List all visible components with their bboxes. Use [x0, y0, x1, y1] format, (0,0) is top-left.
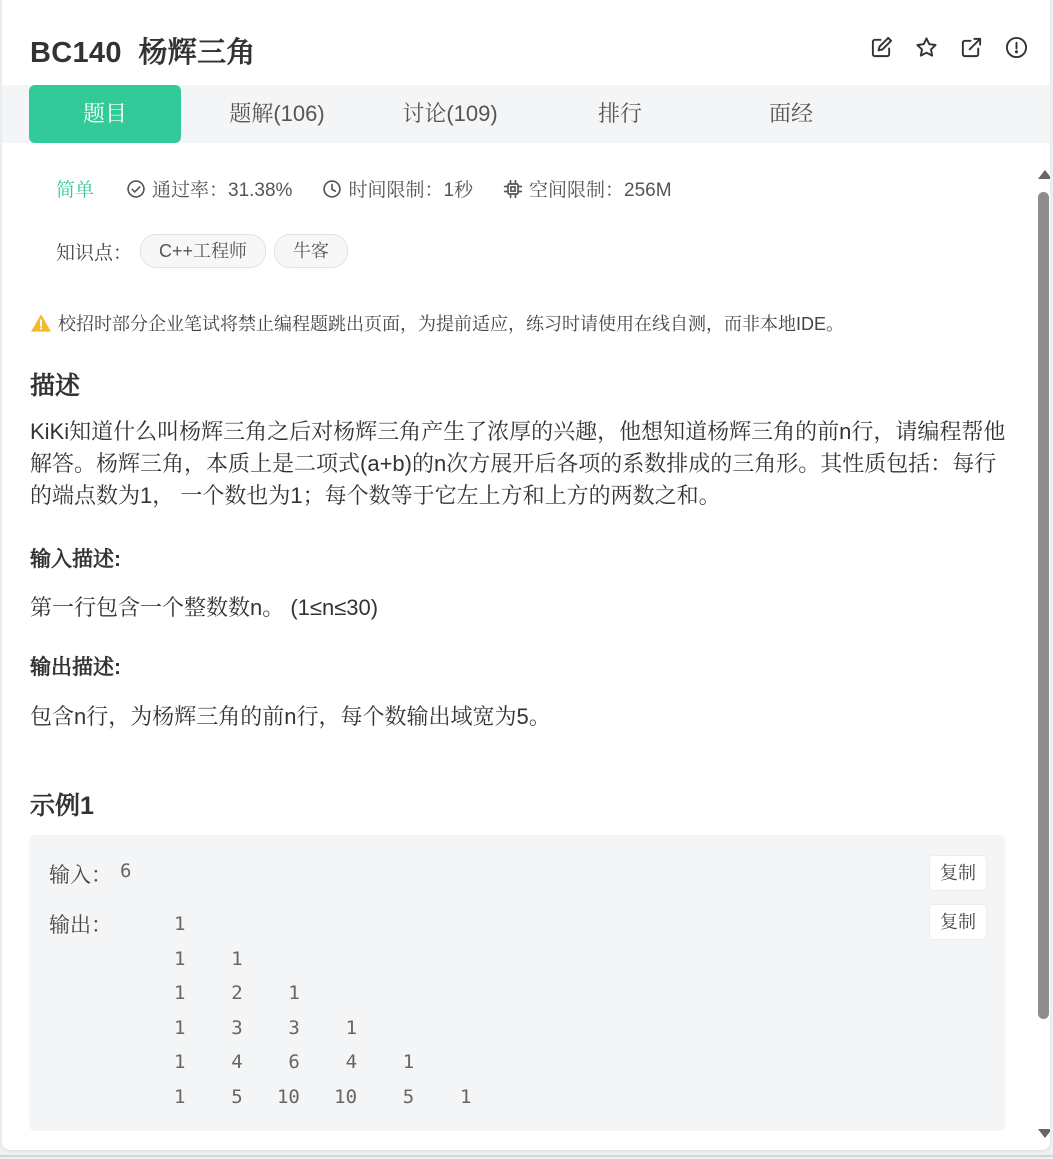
- output-desc-heading: 输出描述:: [30, 656, 121, 679]
- warning-icon: [30, 313, 52, 333]
- example-input-label: 输入：: [49, 864, 112, 887]
- problem-content: [2, 143, 1032, 1150]
- tab-discussion[interactable]: 讨论(109): [402, 101, 498, 126]
- check-circle-icon: [126, 179, 146, 199]
- tab-bar: [2, 85, 1050, 143]
- tag-nowcoder[interactable]: 牛客: [274, 234, 348, 268]
- example-output-label: 输出：: [49, 914, 112, 937]
- scroll-down-arrow-icon[interactable]: [1038, 1129, 1050, 1138]
- scrollbar[interactable]: [1035, 166, 1050, 1146]
- memory-limit: [503, 175, 672, 202]
- problem-meta: [56, 175, 702, 202]
- ide-warning: [30, 310, 844, 336]
- example-output-value: 1 1 1 1 2 1 1 3 3 1 1 4 6 4 1 1 5 10 10 5 1: [174, 913, 472, 1108]
- description-heading: 描述: [30, 372, 81, 400]
- knowledge-label: 知识点：: [56, 242, 133, 264]
- example-input-value: 6: [120, 860, 132, 882]
- header-actions: [870, 36, 1028, 59]
- tab-interview[interactable]: 面经: [768, 101, 813, 126]
- pass-rate: [126, 175, 292, 202]
- tab-problem[interactable]: 题目: [29, 85, 181, 143]
- copy-input-button[interactable]: 复制: [929, 855, 987, 891]
- star-icon[interactable]: [915, 36, 938, 59]
- problem-title: BC140 杨辉三角: [30, 37, 256, 69]
- share-icon[interactable]: [960, 36, 983, 59]
- scroll-thumb[interactable]: [1038, 192, 1049, 1019]
- problem-card: [2, 0, 1050, 1150]
- tab-solutions[interactable]: 题解(106): [229, 101, 325, 126]
- clock-icon: [322, 179, 342, 199]
- chip-icon: [503, 179, 523, 199]
- example-box: [29, 835, 1005, 1131]
- input-desc-heading: 输入描述:: [30, 548, 121, 571]
- difficulty-label: 简单: [56, 180, 95, 201]
- warning-text: 校招时部分企业笔试将禁止编程题跳出页面，为提前适应，练习时请使用在线自测，而非本地IDE。: [58, 314, 845, 334]
- copy-output-button[interactable]: 复制: [929, 904, 987, 940]
- description-text: KiKi知道什么叫杨辉三角之后对杨辉三角产生了浓厚的兴趣，他想知道杨辉三角的前n行，请编程帮他解答。杨辉三角，本质上是二项式(a+b)的n次方展开后各项的系数排成的三角形。其性质包括：每行的端点数为1， 一个数也为1；每个数等于它左上方和上方的两数之和。: [30, 419, 1006, 508]
- problem-header: [2, 0, 1050, 85]
- report-icon[interactable]: [1005, 36, 1028, 59]
- tab-ranking[interactable]: 排行: [597, 101, 642, 126]
- time-limit: [322, 175, 473, 202]
- input-desc-text: 第一行包含一个整数数n。 (1≤n≤30): [30, 595, 379, 620]
- knowledge-tags: [56, 234, 348, 268]
- memory-limit-text: 空间限制：256M: [529, 180, 672, 201]
- tag-cpp-engineer[interactable]: C++工程师: [140, 234, 266, 268]
- example-heading: 示例1: [30, 792, 94, 820]
- output-desc-text: 包含n行，为杨辉三角的前n行，每个数输出域宽为5。: [30, 704, 551, 729]
- bottom-divider: [0, 1155, 1053, 1157]
- pass-rate-text: 通过率：31.38%: [152, 180, 293, 201]
- scroll-up-arrow-icon[interactable]: [1038, 170, 1050, 179]
- time-limit-text: 时间限制：1秒: [348, 180, 474, 201]
- edit-icon[interactable]: [870, 36, 893, 59]
